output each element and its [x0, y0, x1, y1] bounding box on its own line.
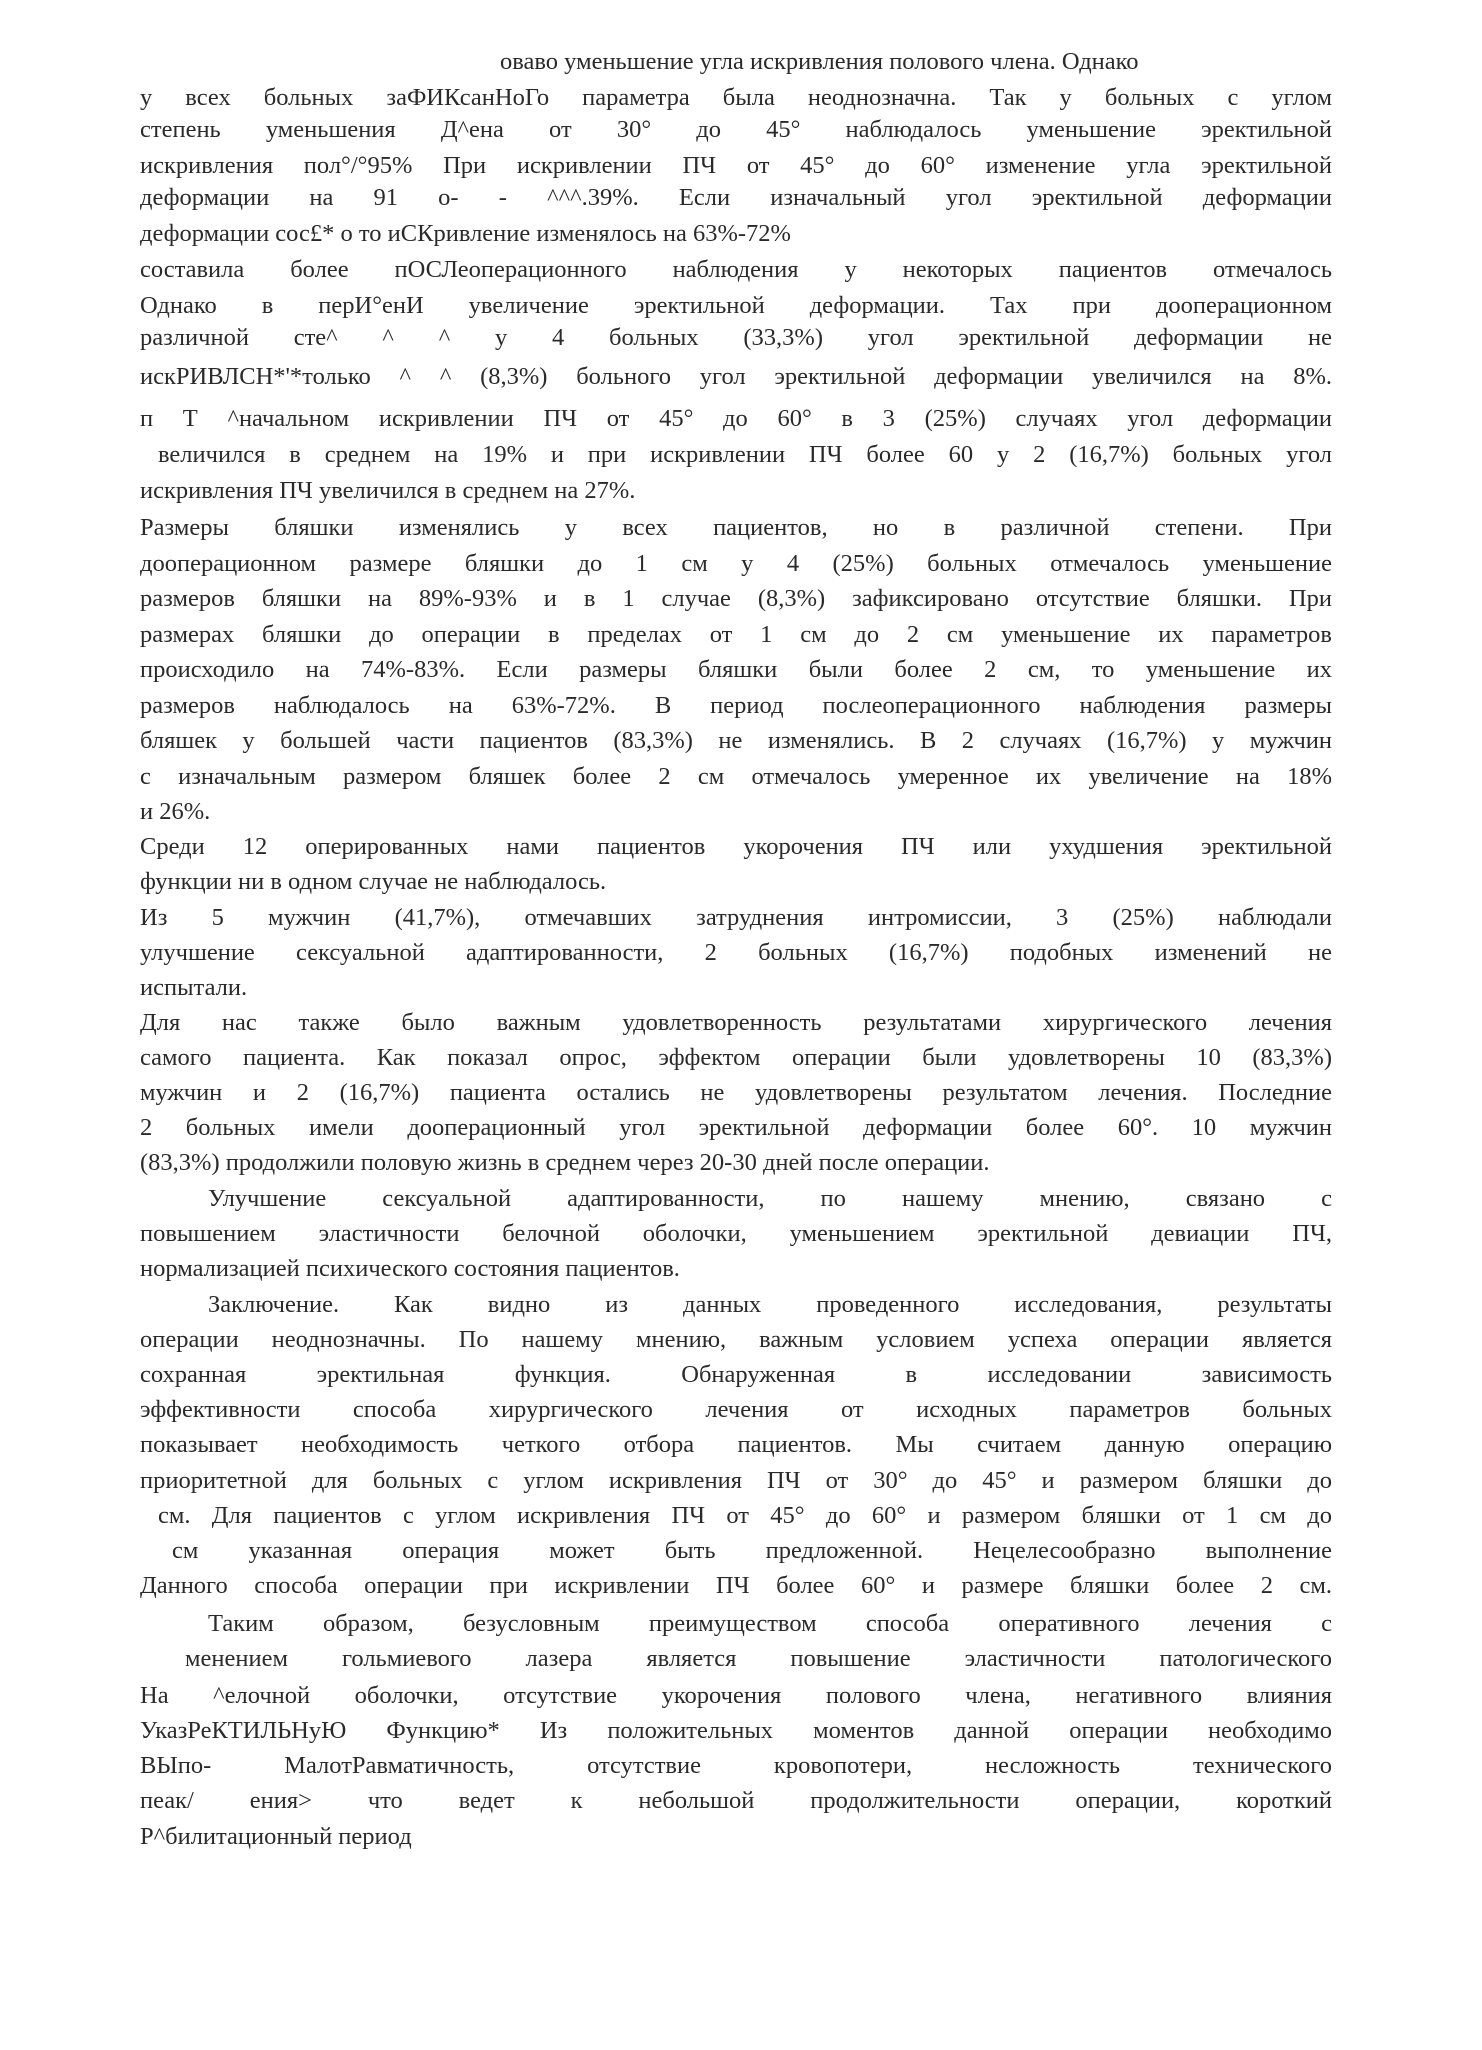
- text-line: Заключение. Как видно из данных проведенного исследования, результаты: [208, 1291, 1332, 1318]
- text-line: менением гольмиевого лазера является повышение эластичности патологического: [185, 1645, 1332, 1672]
- text-line: Данного способа операции при искривлении ПЧ более 60° и размере бляшки более 2 см.: [140, 1572, 1332, 1599]
- text-line: происходило на 74%-83%. Если размеры бляшки были более 2 см, то уменьшение их: [140, 656, 1332, 683]
- text-line: 2 больных имели дооперационный угол эректильной деформации более 60°. 10 мужчин: [140, 1114, 1332, 1141]
- text-line: Из 5 мужчин (41,7%), отмечавших затруднения интромиссии, 3 (25%) наблюдали: [140, 904, 1332, 931]
- text-line: с изначальным размером бляшек более 2 см отмечалось умеренное их увеличение на 18%: [140, 763, 1332, 790]
- text-line: испытали.: [140, 974, 248, 1001]
- text-line: (83,3%) продолжили половую жизнь в среднем через 20-30 дней после операции.: [140, 1149, 990, 1176]
- text-line: искривления ПЧ увеличился в среднем на 27%.: [140, 477, 636, 504]
- text-line: бляшек у большей части пациентов (83,3%) не изменялись. В 2 случаях (16,7%) у мужчин: [140, 727, 1332, 754]
- text-line: приоритетной для больных с углом искривления ПЧ от 30° до 45° и размером бляшки до: [140, 1467, 1332, 1494]
- text-line: Однако в перИ°енИ увеличение эректильной деформации. Тах при дооперационном: [140, 292, 1332, 319]
- text-line: п Т ^начальном искривлении ПЧ от 45° до 60° в 3 (25%) случаях угол деформации: [140, 405, 1332, 432]
- text-line: составила более пОСЛеоперационного наблюдения у некоторых пациентов отмечалось: [140, 256, 1332, 283]
- text-line: см указанная операция может быть предложенной. Нецелесообразно выполнение: [172, 1537, 1332, 1564]
- text-line: самого пациента. Как показал опрос, эффектом операции были удовлетворены 10 (83,3%): [140, 1044, 1332, 1071]
- text-line: Для нас также было важным удовлетворенность результатами хирургического лечения: [140, 1009, 1332, 1036]
- text-line: оваво уменьшение угла искривления полового члена. Однако: [500, 48, 1139, 75]
- text-line: размерах бляшки до операции в пределах от 1 см до 2 см уменьшение их параметров: [140, 621, 1332, 648]
- text-line: ВЫпо- МалотРавматичность, отсутствие кровопотери, несложность технического: [140, 1752, 1332, 1779]
- text-line: мужчин и 2 (16,7%) пациента остались не удовлетворены результатом лечения. Последние: [140, 1079, 1332, 1106]
- text-line: различной сте^ ^ ^ у 4 больных (33,3%) угол эректильной деформации не: [140, 324, 1332, 351]
- text-line: Среди 12 оперированных нами пациентов укорочения ПЧ или ухудшения эректильной: [140, 833, 1332, 860]
- text-line: размеров наблюдалось на 63%-72%. В период послеоперационного наблюдения размеры: [140, 692, 1332, 719]
- text-line: деформации сос£* о то иСКривление изменялось на 63%-72%: [140, 220, 791, 247]
- text-line: Таким образом, безусловным преимуществом способа оперативного лечения с: [208, 1610, 1332, 1637]
- text-line: нормализацией психического состояния пациентов.: [140, 1255, 680, 1282]
- text-line: сохранная эректильная функция. Обнаруженная в исследовании зависимость: [140, 1361, 1332, 1388]
- text-line: функции ни в одном случае не наблюдалось.: [140, 868, 607, 895]
- text-line: искРИВЛСН*'*только ^ ^ (8,3%) больного угол эректильной деформации увеличился на 8%.: [140, 363, 1332, 390]
- text-line: Размеры бляшки изменялись у всех пациентов, но в различной степени. При: [140, 514, 1332, 541]
- text-line: степень уменьшения Д^ена от 30° до 45° наблюдалось уменьшение эректильной: [140, 116, 1332, 143]
- text-line: операции неоднозначны. По нашему мнению, важным условием успеха операции является: [140, 1326, 1332, 1353]
- text-line: На ^елочной оболочки, отсутствие укорочения полового члена, негативного влияния: [140, 1682, 1332, 1709]
- text-line: УказРеКТИЛЬНуЮ Функцию* Из положительных моментов данной операции необходимо: [140, 1717, 1332, 1744]
- text-line: дооперационном размере бляшки до 1 см у 4 (25%) больных отмечалось уменьшение: [140, 550, 1332, 577]
- text-line: пеак/ ения> что ведет к небольшой продолжительности операции, короткий: [140, 1787, 1332, 1814]
- text-line: повышением эластичности белочной оболочки, уменьшением эректильной девиации ПЧ,: [140, 1220, 1332, 1247]
- text-line: улучшение сексуальной адаптированности, 2 больных (16,7%) подобных изменений не: [140, 939, 1332, 966]
- text-line: размеров бляшки на 89%-93% и в 1 случае (8,3%) зафиксировано отсутствие бляшки. При: [140, 585, 1332, 612]
- text-line: и 26%.: [140, 798, 211, 825]
- text-line: у всех больных заФИКсанНоГо параметра была неоднозначна. Так у больных с углом: [140, 84, 1332, 111]
- text-line: показывает необходимость четкого отбора пациентов. Мы считаем данную операцию: [140, 1431, 1332, 1458]
- text-line: Улучшение сексуальной адаптированности, по нашему мнению, связано с: [208, 1185, 1332, 1212]
- text-line: искривления пол°/°95% При искривлении ПЧ от 45° до 60° изменение угла эректильной: [140, 152, 1332, 179]
- text-line: см. Для пациентов с углом искривления ПЧ от 45° до 60° и размером бляшки от 1 см до: [158, 1502, 1332, 1529]
- text-line: деформации на 91 о- - ^^^.39%. Если изначальный угол эректильной деформации: [140, 184, 1332, 211]
- text-line: величился в среднем на 19% и при искривлении ПЧ более 60 у 2 (16,7%) больных угол: [158, 441, 1332, 468]
- text-line: Р^билитационный период: [140, 1823, 412, 1850]
- text-line: эффективности способа хирургического лечения от исходных параметров больных: [140, 1396, 1332, 1423]
